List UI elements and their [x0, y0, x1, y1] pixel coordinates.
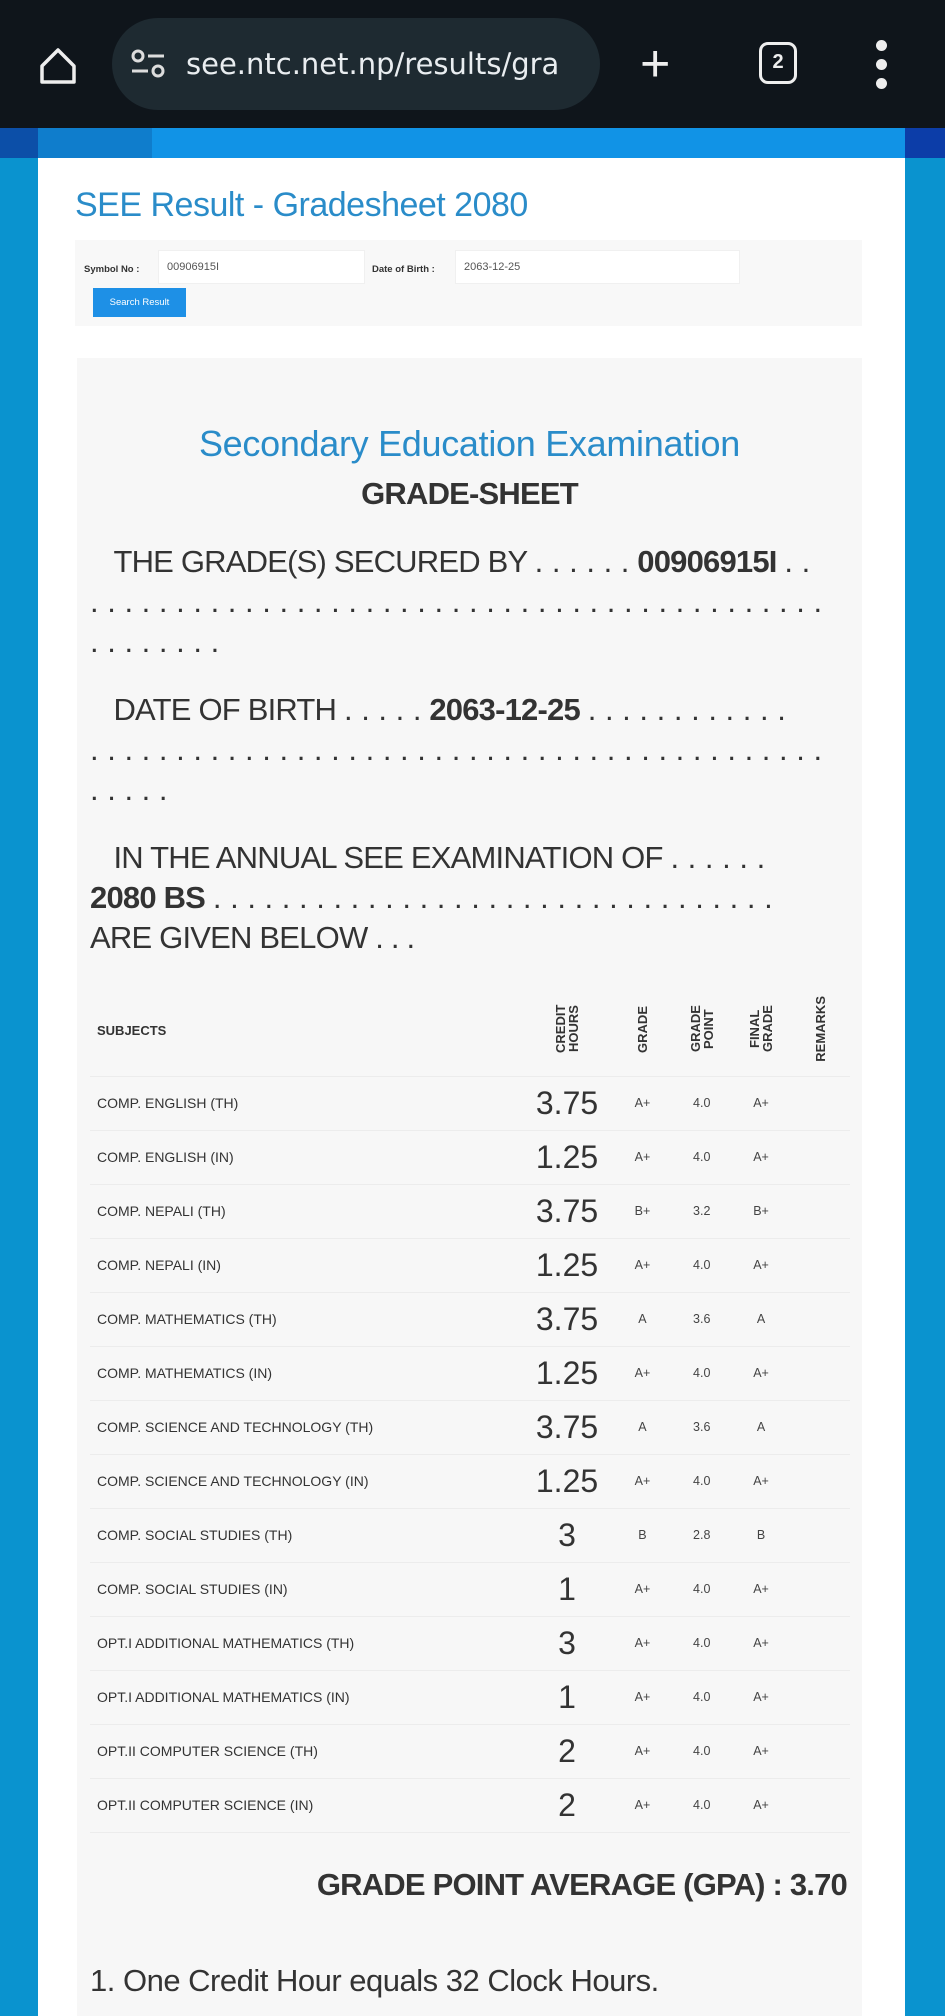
secured-by-line	[90, 542, 849, 662]
grade-point-cell: 3.6	[672, 1292, 731, 1346]
subject-cell: OPT.II COMPUTER SCIENCE (TH)	[90, 1724, 521, 1778]
grade-cell: A+	[613, 1346, 672, 1400]
table-row	[90, 1562, 850, 1616]
exam-year: 2080 BS	[90, 880, 206, 915]
remarks-cell	[791, 1778, 850, 1832]
table-row	[90, 1508, 850, 1562]
table-row	[90, 1076, 850, 1130]
final-grade-cell: A+	[731, 1076, 790, 1130]
note-item: 1. One Credit Hour equals 32 Clock Hours.	[90, 1962, 659, 1998]
symbol-number: 00906915I	[637, 544, 777, 579]
final-grade-cell: B	[731, 1508, 790, 1562]
header-credit-hours: CREDIT HOURS	[521, 986, 613, 1076]
final-grade-cell: A	[731, 1292, 790, 1346]
search-result-button[interactable]: Search Result	[93, 288, 186, 317]
subject-cell: COMP. ENGLISH (IN)	[90, 1130, 521, 1184]
table-row	[90, 1778, 850, 1832]
remarks-cell	[791, 1076, 850, 1130]
url-text: see.ntc.net.np/results/gra	[186, 47, 560, 81]
subject-cell: COMP. MATHEMATICS (IN)	[90, 1346, 521, 1400]
final-grade-cell: A+	[731, 1238, 790, 1292]
subject-cell: OPT.I ADDITIONAL MATHEMATICS (TH)	[90, 1616, 521, 1670]
credit-hours-cell: 1.25	[521, 1346, 613, 1400]
table-row	[90, 1670, 850, 1724]
exam-heading: Secondary Education Examination	[198, 423, 741, 464]
remarks-cell	[791, 1508, 850, 1562]
header-grade-point: GRADE POINT	[672, 986, 731, 1076]
dob-input[interactable]	[455, 250, 740, 284]
credit-hours-cell: 3	[521, 1616, 613, 1670]
more-vert-icon[interactable]	[876, 40, 888, 97]
address-bar[interactable]	[112, 18, 600, 110]
remarks-cell	[791, 1724, 850, 1778]
grade-point-cell: 4.0	[672, 1562, 731, 1616]
final-grade-cell: A+	[731, 1670, 790, 1724]
remarks-cell	[791, 1454, 850, 1508]
credit-hours-cell: 3.75	[521, 1400, 613, 1454]
grade-cell: B+	[613, 1184, 672, 1238]
final-grade-cell: B+	[731, 1184, 790, 1238]
grade-point-cell: 4.0	[672, 1454, 731, 1508]
grade-cell: A+	[613, 1724, 672, 1778]
remarks-cell	[791, 1238, 850, 1292]
grade-cell: A+	[613, 1778, 672, 1832]
grade-cell: A+	[613, 1238, 672, 1292]
remarks-cell	[791, 1346, 850, 1400]
dob-label: Date of Birth :	[372, 264, 435, 275]
grade-cell: A+	[613, 1454, 672, 1508]
browser-toolbar	[0, 0, 945, 128]
table-row	[90, 1616, 850, 1670]
grade-cell: B	[613, 1508, 672, 1562]
credit-hours-cell: 1.25	[521, 1454, 613, 1508]
table-row	[90, 1346, 850, 1400]
leader-dots: . . . . . .	[534, 544, 630, 579]
gradesheet-heading: GRADE-SHEET	[361, 476, 578, 511]
grade-cell: A	[613, 1400, 672, 1454]
table-header-row	[90, 986, 850, 1076]
table-row	[90, 1130, 850, 1184]
leader-dots: . . . . . . . . . . . . . . . . . . . . . . . . . . . . . . . . . . . . . . . . . . .	[90, 584, 823, 619]
subject-cell: COMP. MATHEMATICS (TH)	[90, 1292, 521, 1346]
subject-cell: COMP. NEPALI (IN)	[90, 1238, 521, 1292]
credit-hours-cell: 1	[521, 1670, 613, 1724]
exam-label: IN THE ANNUAL SEE EXAMINATION OF	[113, 840, 663, 875]
final-grade-cell: A+	[731, 1778, 790, 1832]
credit-hours-cell: 1.25	[521, 1238, 613, 1292]
final-grade-cell: A+	[731, 1346, 790, 1400]
subject-cell: COMP. SCIENCE AND TECHNOLOGY (TH)	[90, 1400, 521, 1454]
subject-cell: COMP. SOCIAL STUDIES (TH)	[90, 1508, 521, 1562]
final-grade-cell: A	[731, 1400, 790, 1454]
final-grade-cell: A+	[731, 1130, 790, 1184]
grade-cell: A+	[613, 1562, 672, 1616]
leader-dots: . . . . .	[90, 772, 168, 807]
remarks-cell	[791, 1184, 850, 1238]
credit-hours-cell: 3.75	[521, 1292, 613, 1346]
subject-cell: COMP. SOCIAL STUDIES (IN)	[90, 1562, 521, 1616]
credit-hours-cell: 2	[521, 1724, 613, 1778]
grade-point-cell: 4.0	[672, 1616, 731, 1670]
grade-cell: A+	[613, 1670, 672, 1724]
gradesheet-panel	[77, 358, 862, 2016]
leader-dots: . . . . . . . . . . . . . . . . . . . . . . . . . . . . . . . . . . . . . . . . . . .	[90, 732, 823, 767]
leader-dots: . . . . . . . . . . . .	[587, 692, 786, 727]
header-remarks: REMARKS	[791, 986, 850, 1076]
table-row	[90, 1454, 850, 1508]
credit-hours-cell: 3	[521, 1508, 613, 1562]
grade-point-cell: 3.2	[672, 1184, 731, 1238]
leader-dots: . . . . . .	[670, 840, 766, 875]
remarks-cell	[791, 1562, 850, 1616]
subject-cell: COMP. SCIENCE AND TECHNOLOGY (IN)	[90, 1454, 521, 1508]
grade-cell: A+	[613, 1076, 672, 1130]
table-row	[90, 1184, 850, 1238]
remarks-cell	[791, 1292, 850, 1346]
table-row	[90, 1292, 850, 1346]
header-grade: GRADE	[613, 986, 672, 1076]
site-header-strip	[0, 128, 945, 158]
leader-dots: . . . . . . . . . . . . . . . . . . . . . . . . . . . . . . . . .	[212, 880, 773, 915]
leader-dots: . . . . .	[343, 692, 422, 727]
header-final-grade: FINAL GRADE	[731, 986, 790, 1076]
grade-point-cell: 2.8	[672, 1508, 731, 1562]
symbol-label: Symbol No :	[84, 264, 140, 275]
grade-point-cell: 4.0	[672, 1724, 731, 1778]
dob-line	[90, 690, 849, 810]
grade-cell: A+	[613, 1130, 672, 1184]
subject-cell: OPT.I ADDITIONAL MATHEMATICS (IN)	[90, 1670, 521, 1724]
credit-hours-cell: 3.75	[521, 1076, 613, 1130]
grade-cell: A	[613, 1292, 672, 1346]
credit-hours-cell: 3.75	[521, 1184, 613, 1238]
grade-point-cell: 4.0	[672, 1238, 731, 1292]
remarks-cell	[791, 1400, 850, 1454]
remarks-cell	[791, 1130, 850, 1184]
remarks-cell	[791, 1670, 850, 1724]
new-tab-plus-icon[interactable]: +	[640, 35, 671, 93]
final-grade-cell: A+	[731, 1454, 790, 1508]
date-of-birth: 2063-12-25	[429, 692, 580, 727]
remarks-cell	[791, 1616, 850, 1670]
dob-text-label: DATE OF BIRTH	[113, 692, 337, 727]
secured-by-label: THE GRADE(S) SECURED BY	[113, 544, 527, 579]
table-row	[90, 1238, 850, 1292]
gpa-text: GRADE POINT AVERAGE (GPA) : 3.70	[316, 1866, 847, 1902]
final-grade-cell: A+	[731, 1724, 790, 1778]
grades-table	[90, 986, 850, 1833]
grade-point-cell: 3.6	[672, 1400, 731, 1454]
leader-dots: . . . . . . . .	[90, 624, 220, 659]
subject-cell: COMP. ENGLISH (TH)	[90, 1076, 521, 1130]
symbol-input[interactable]	[158, 250, 365, 284]
final-grade-cell: A+	[731, 1616, 790, 1670]
subject-cell: OPT.II COMPUTER SCIENCE (IN)	[90, 1778, 521, 1832]
tabs-icon[interactable]: 2	[759, 42, 797, 84]
grade-cell: A+	[613, 1616, 672, 1670]
grade-point-cell: 4.0	[672, 1670, 731, 1724]
home-icon[interactable]	[36, 44, 80, 88]
given-below-text: ARE GIVEN BELOW . . .	[90, 920, 415, 955]
site-settings-icon[interactable]	[130, 49, 170, 79]
leader-dots: . .	[784, 544, 811, 579]
grade-point-cell: 4.0	[672, 1778, 731, 1832]
credit-hours-cell: 1	[521, 1562, 613, 1616]
page-title: SEE Result - Gradesheet 2080	[75, 186, 528, 224]
grade-point-cell: 4.0	[672, 1130, 731, 1184]
search-form	[75, 240, 862, 326]
credit-hours-cell: 2	[521, 1778, 613, 1832]
final-grade-cell: A+	[731, 1562, 790, 1616]
grade-point-cell: 4.0	[672, 1346, 731, 1400]
table-row	[90, 1724, 850, 1778]
grade-point-cell: 4.0	[672, 1076, 731, 1130]
exam-line	[90, 838, 849, 958]
header-subjects: SUBJECTS	[90, 986, 521, 1076]
table-row	[90, 1400, 850, 1454]
subject-cell: COMP. NEPALI (TH)	[90, 1184, 521, 1238]
credit-hours-cell: 1.25	[521, 1130, 613, 1184]
